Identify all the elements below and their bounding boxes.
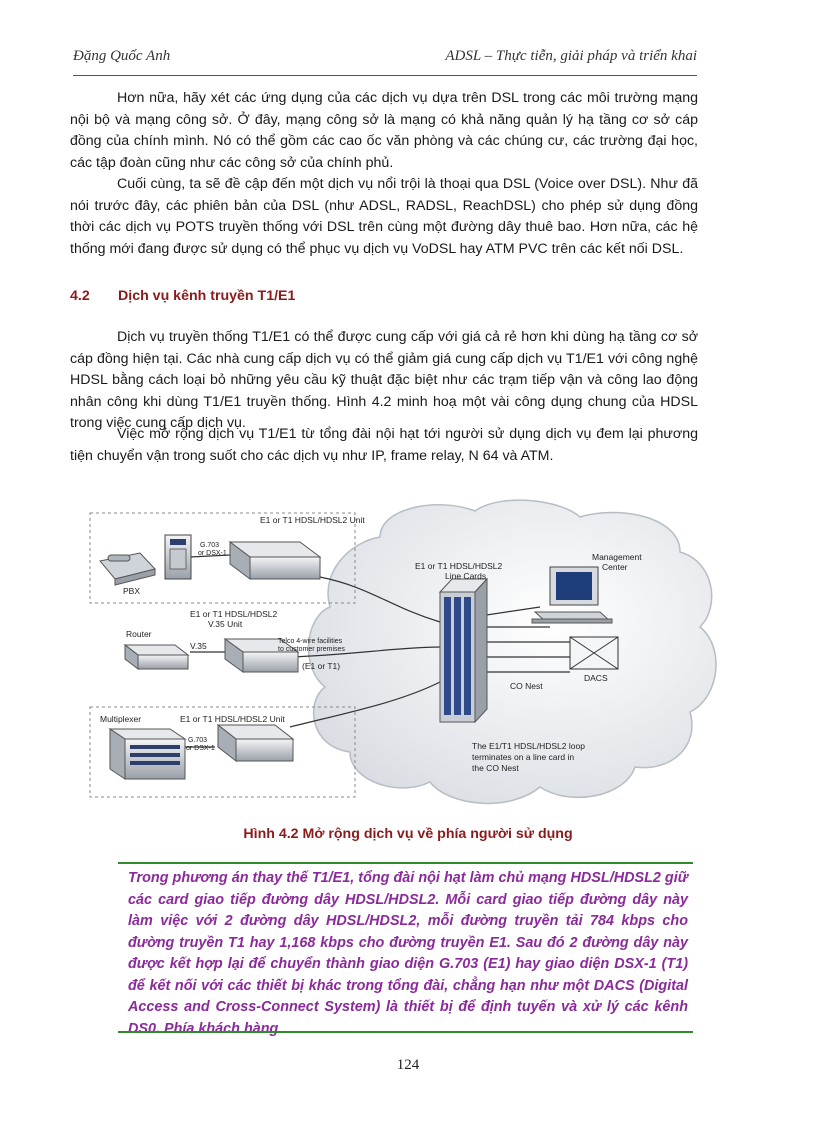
mgmt-label-1: Management xyxy=(592,552,642,562)
g703-top-label: G.703 xyxy=(200,542,220,549)
pbx-phone-icon xyxy=(100,553,155,585)
unit-mid-label-1: E1 or T1 HDSL/HDSL2 xyxy=(190,609,278,619)
telco-label-2: to customer premises xyxy=(278,646,345,653)
telco-label-1: Telco 4-wire facilities xyxy=(278,638,343,645)
section-number: 4.2 xyxy=(70,288,90,304)
paragraph-intranet: Hơn nữa, hãy xét các ứng dụng của các dịch vụ dựa trên DSL trong các môi trường mạng nội bộ và mạng công sở. Ở đây, mạng công sở là mạng có khả năng quản lý hạ tầng cơ sở cáp đồng của chính mình. Nó có thể gồm các cao ốc văn phòng và các chúng cư, các trường đại học, các tập đoàn cũng như các công sở của chính phủ. xyxy=(70,90,698,171)
hdsl-unit-top-icon xyxy=(230,542,320,579)
note-bottom-rule xyxy=(118,1031,693,1033)
figure-hdsl-network xyxy=(80,497,720,827)
hdsl-unit-bottom-icon xyxy=(218,725,293,761)
dsx1-top-label: or DSX-1 xyxy=(198,550,227,557)
router-label: Router xyxy=(126,629,152,639)
dsx1-bot-label: or DSX-1 xyxy=(186,745,215,752)
loop-label-3: the CO Nest xyxy=(472,763,519,773)
unit-bot-label: E1 or T1 HDSL/HDSL2 Unit xyxy=(180,714,285,724)
header-divider xyxy=(73,75,697,76)
router-icon xyxy=(125,645,188,669)
paragraph-vodsl: Cuối cùng, ta sẽ đề cập đến một dịch vụ nổi trội là thoại qua DSL (Voice over DSL). Như đã nói trước đây, các phiên bản của DSL (như ADSL, RADSL, ReachDSL) cho phép sử dụng đồng thời các dịch vụ POTS truyền thống với DSL trên cùng một đường dây thuê bao. Hơn nữa, các hệ thống mới đang được sử dụng có thể phục vụ dịch vụ VoDSL hay ATM PVC trên các kết nối DSL. xyxy=(70,176,698,257)
line-cards-label-1: E1 or T1 HDSL/HDSL2 xyxy=(415,561,503,571)
e1t1-label: (E1 or T1) xyxy=(302,661,341,671)
network-diagram xyxy=(80,497,720,827)
page-number: 124 xyxy=(396,1057,420,1073)
multiplexer-label: Multiplexer xyxy=(100,714,142,724)
section-title: Dịch vụ kênh truyền T1/E1 xyxy=(118,288,296,304)
paragraph-extension: Việc mở rộng dịch vụ T1/E1 từ tổng đài nội hạt tới người sử dụng dịch vụ đem lại phương tiện chuyển vận trong suốt cho các dịch vụ như IP, frame relay, N 64 và ATM. xyxy=(70,426,698,464)
v35-label: V.35 xyxy=(190,641,207,651)
pbx-label: PBX xyxy=(123,586,141,596)
multiplexer-icon xyxy=(110,729,185,779)
page-header xyxy=(73,48,697,70)
dacs-label: DACS xyxy=(584,673,608,683)
header-author: Đặng Quốc Anh xyxy=(73,48,171,64)
loop-label-1: The E1/T1 HDSL/HDSL2 loop xyxy=(472,741,585,751)
paragraph-t1e1: Dịch vụ truyền thống T1/E1 có thể được cung cấp với giá cả rẻ hơn khi dùng hạ tầng cơ sở cáp đồng hiện tại. Các nhà cung cấp dịch vụ có thể giảm giá cung cấp dịch vụ T1/E1 với công nghệ HDSL bằng cách loại bỏ những yêu cầu kỹ thuật đặc biệt như các trạm tiếp vận và công lao động nhân công khi dùng T1/E1 truyền thống. Hình 4.2 minh hoạ một vài công dụng chung của HDSL trong việc cung cấp dịch vụ. xyxy=(70,329,698,432)
pbx-cabinet-icon xyxy=(165,535,191,579)
note-top-rule xyxy=(118,862,693,864)
figure-caption: Hình 4.2 Mở rộng dịch vụ về phía người sử dụng xyxy=(243,826,573,842)
section-heading xyxy=(70,288,295,304)
header-book-title: ADSL – Thực tiễn, giải pháp và triển khai xyxy=(445,48,697,64)
co-nest-label: CO Nest xyxy=(510,681,543,691)
note-box-text: Trong phương án thay thế T1/E1, tổng đài nội hạt làm chủ mạng HDSL/HDSL2 giữ các card giao tiếp đường dây HDSL/HDSL2. Mỗi card giao tiếp đường dây này làm việc với 2 đường dây HDSL/HDSL2, mỗi đường truyền tải 784 kbps cho đường truyền T1 hay 1,168 kbps cho đường truyền E1. Sau đó 2 đường dây này được kết hợp lại để chuyển thành giao diện G.703 (E1) hay giao diện DSX-1 (T1) để kết nối với các thiết bị khác trong tổng đài, chẳng hạn như một DACS (Digital Access and Cross-Connect System) là thiết bị để định tuyến và xử lý các kênh DS0. Phía khách hàng xyxy=(128,870,688,1037)
line-cards-label-2: Line Cards xyxy=(445,571,487,581)
loop-label-2: terminates on a line card in xyxy=(472,752,575,762)
g703-bot-label: G.703 xyxy=(188,737,208,744)
unit-top-label: E1 or T1 HDSL/HDSL2 Unit xyxy=(260,515,365,525)
mgmt-label-2: Center xyxy=(602,562,628,572)
co-nest-line-cards-icon xyxy=(440,579,487,722)
dacs-icon xyxy=(570,637,618,669)
unit-mid-label-2: V.35 Unit xyxy=(208,619,243,629)
